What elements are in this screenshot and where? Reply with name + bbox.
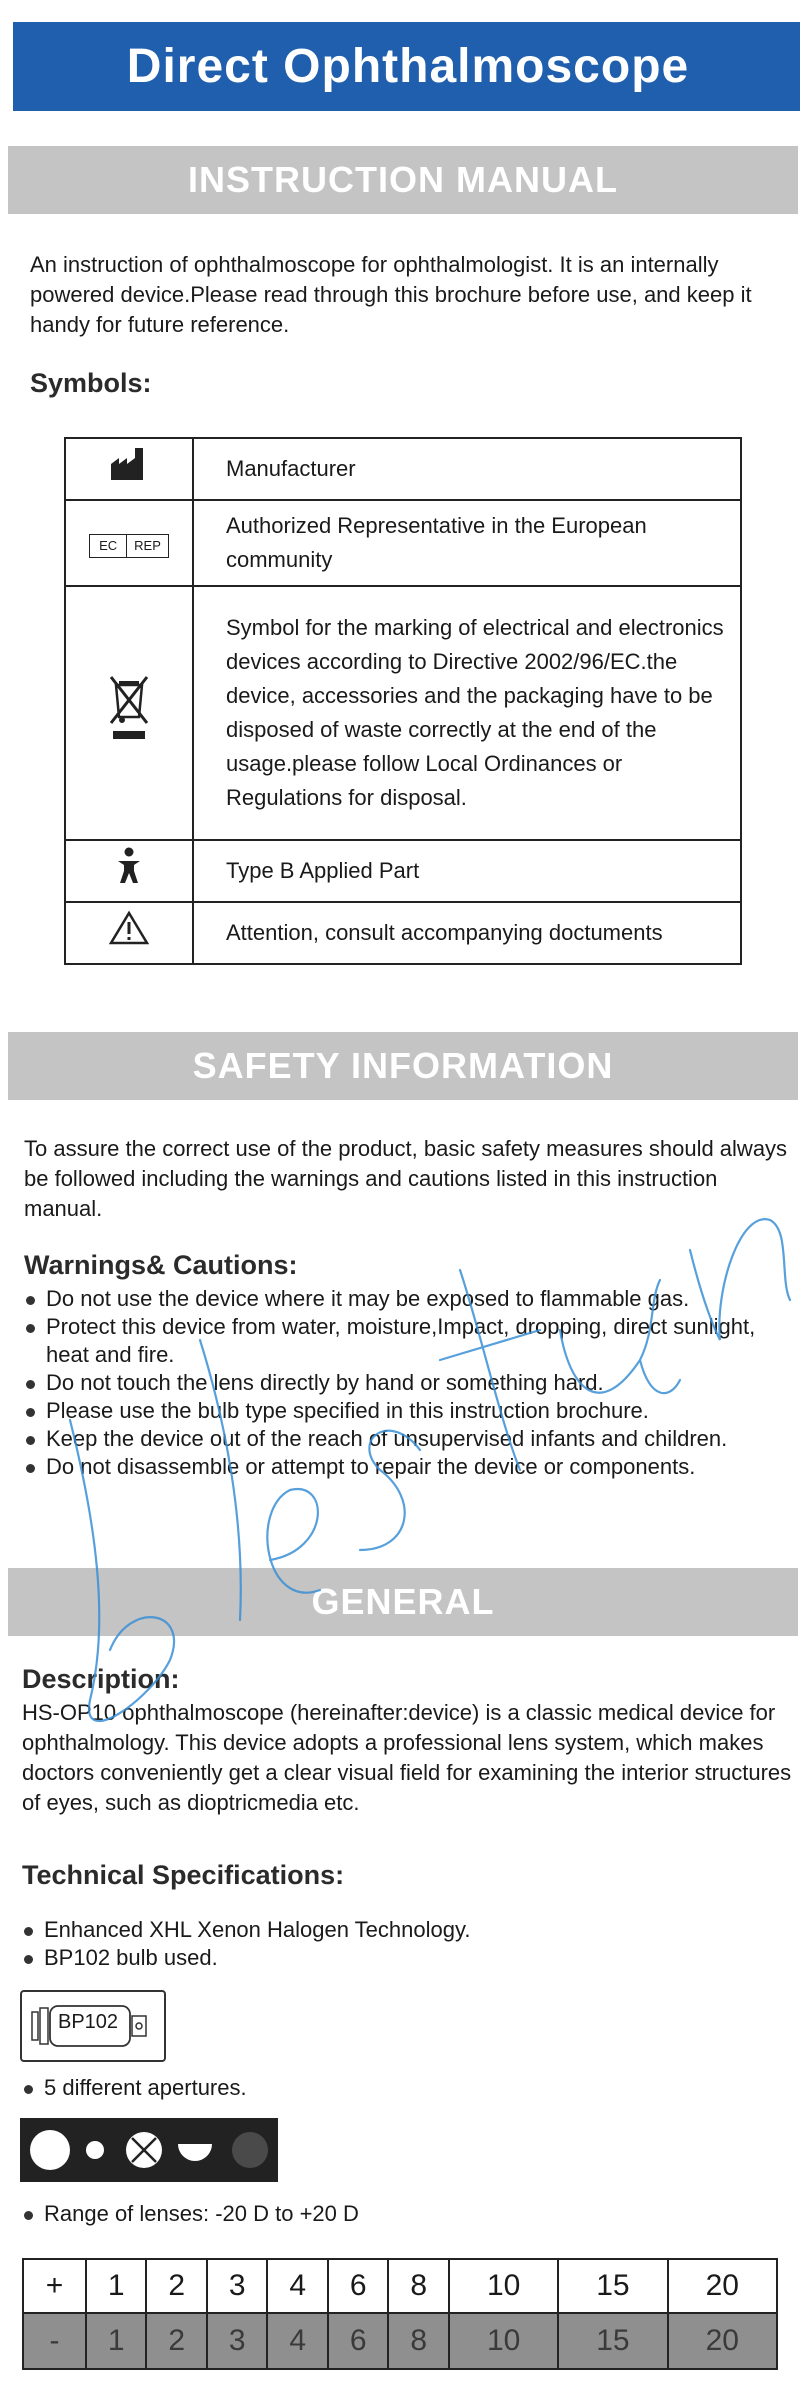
symbol-row [65,586,741,840]
warning-item: Do not use the device where it may be exposed to flammable gas. [24,1285,784,1313]
lens-cell: 2 [146,2259,207,2313]
lens-cell: 3 [207,2313,268,2369]
symbol-text: Authorized Representative in the European community [193,500,741,586]
rep-label: REP [134,538,161,553]
warning-item: Keep the device out of the reach of unsupervised infants and children. [24,1425,784,1453]
symbol-row [65,840,741,902]
warning-item: Protect this device from water, moisture,Impact, dropping, direct sunlight, heat and fire. [24,1313,784,1369]
symbol-text: Symbol for the marking of electrical and electronics devices according to Directive 2002/96/EC.the device, accessories and the packaging have to be disposed of waste correctly at the end of the usage.please follow Local Ordinances or Regulations for disposal. [193,586,741,840]
section-general: GENERAL [8,1568,798,1636]
bulb-label: BP102 [58,2011,119,2033]
section-safety-information: SAFETY INFORMATION [8,1032,798,1100]
symbol-text: Manufacturer [193,438,741,500]
warning-item: Please use the bulb type specified in this instruction brochure. [24,1397,784,1425]
specs-list-b [22,2074,782,2102]
specs-list-c [22,2200,782,2228]
lens-cell: - [23,2313,86,2369]
lens-cell: + [23,2259,86,2313]
spec-item: BP102 bulb used. [22,1944,782,1972]
weee-crossed-bin-icon [65,586,193,840]
description-text: HS-OP10 ophthalmoscope (hereinafter:device) is a classic medical device for ophthalmology. This device adopts a professional lens system, which makes doctors conveniently get a clear visual field for examining the interior structures of eyes, such as dioptricmedia etc. [22,1700,792,1815]
symbol-text: Type B Applied Part [193,840,741,902]
lens-cell: 15 [558,2259,667,2313]
lens-cell: 10 [449,2259,558,2313]
symbol-row [65,438,741,500]
spec-item: Enhanced XHL Xenon Halogen Technology. [22,1916,782,1944]
lens-minus-row [23,2313,777,2369]
type-b-applied-part-icon [65,840,193,902]
symbols-heading: Symbols: [30,368,152,398]
symbol-text: Attention, consult accompanying doctuments [193,902,741,964]
lens-range-table [22,2258,778,2370]
description-heading: Description: [22,1664,180,1694]
lens-cell: 15 [558,2313,667,2369]
page-title: Direct Ophthalmoscope [13,22,800,111]
lens-cell: 20 [668,2313,777,2369]
manufacturer-icon [65,438,193,500]
lens-cell: 4 [267,2259,328,2313]
symbol-row [65,500,741,586]
apertures-image [20,2118,278,2182]
ec-rep-icon [65,500,193,586]
warnings-heading: Warnings& Cautions: [24,1250,298,1280]
lens-plus-row [23,2259,777,2313]
warnings-list [24,1285,784,1481]
lens-cell: 8 [388,2259,449,2313]
spec-item: Range of lenses: -20 D to +20 D [22,2200,782,2228]
attention-triangle-icon [65,902,193,964]
ec-label: EC [90,535,127,557]
specs-list-a [22,1916,782,1972]
symbols-table [64,437,742,965]
symbol-row [65,902,741,964]
lens-cell: 3 [207,2259,268,2313]
lens-cell: 2 [146,2313,207,2369]
lens-cell: 6 [328,2259,389,2313]
lens-cell: 6 [328,2313,389,2369]
warning-item: Do not disassemble or attempt to repair the device or components. [24,1453,784,1481]
lens-cell: 20 [668,2259,777,2313]
lens-cell: 10 [449,2313,558,2369]
lens-cell: 8 [388,2313,449,2369]
specs-heading: Technical Specifications: [22,1860,345,1890]
lens-cell: 1 [86,2313,147,2369]
warning-item: Do not touch the lens directly by hand or something hard. [24,1369,784,1397]
bulb-bp102-image [20,1990,166,2062]
lens-cell: 4 [267,2313,328,2369]
spec-item: 5 different apertures. [22,2074,782,2102]
section-instruction-manual: INSTRUCTION MANUAL [8,146,798,214]
safety-intro: To assure the correct use of the product, basic safety measures should always be followed including the warnings and cautions listed in this instruction manual. [24,1136,788,1221]
intro-paragraph: An instruction of ophthalmoscope for ophthalmologist. It is an internally powered device.Please read through this brochure before use, and keep it handy for future reference. [30,252,752,337]
lens-cell: 1 [86,2259,147,2313]
